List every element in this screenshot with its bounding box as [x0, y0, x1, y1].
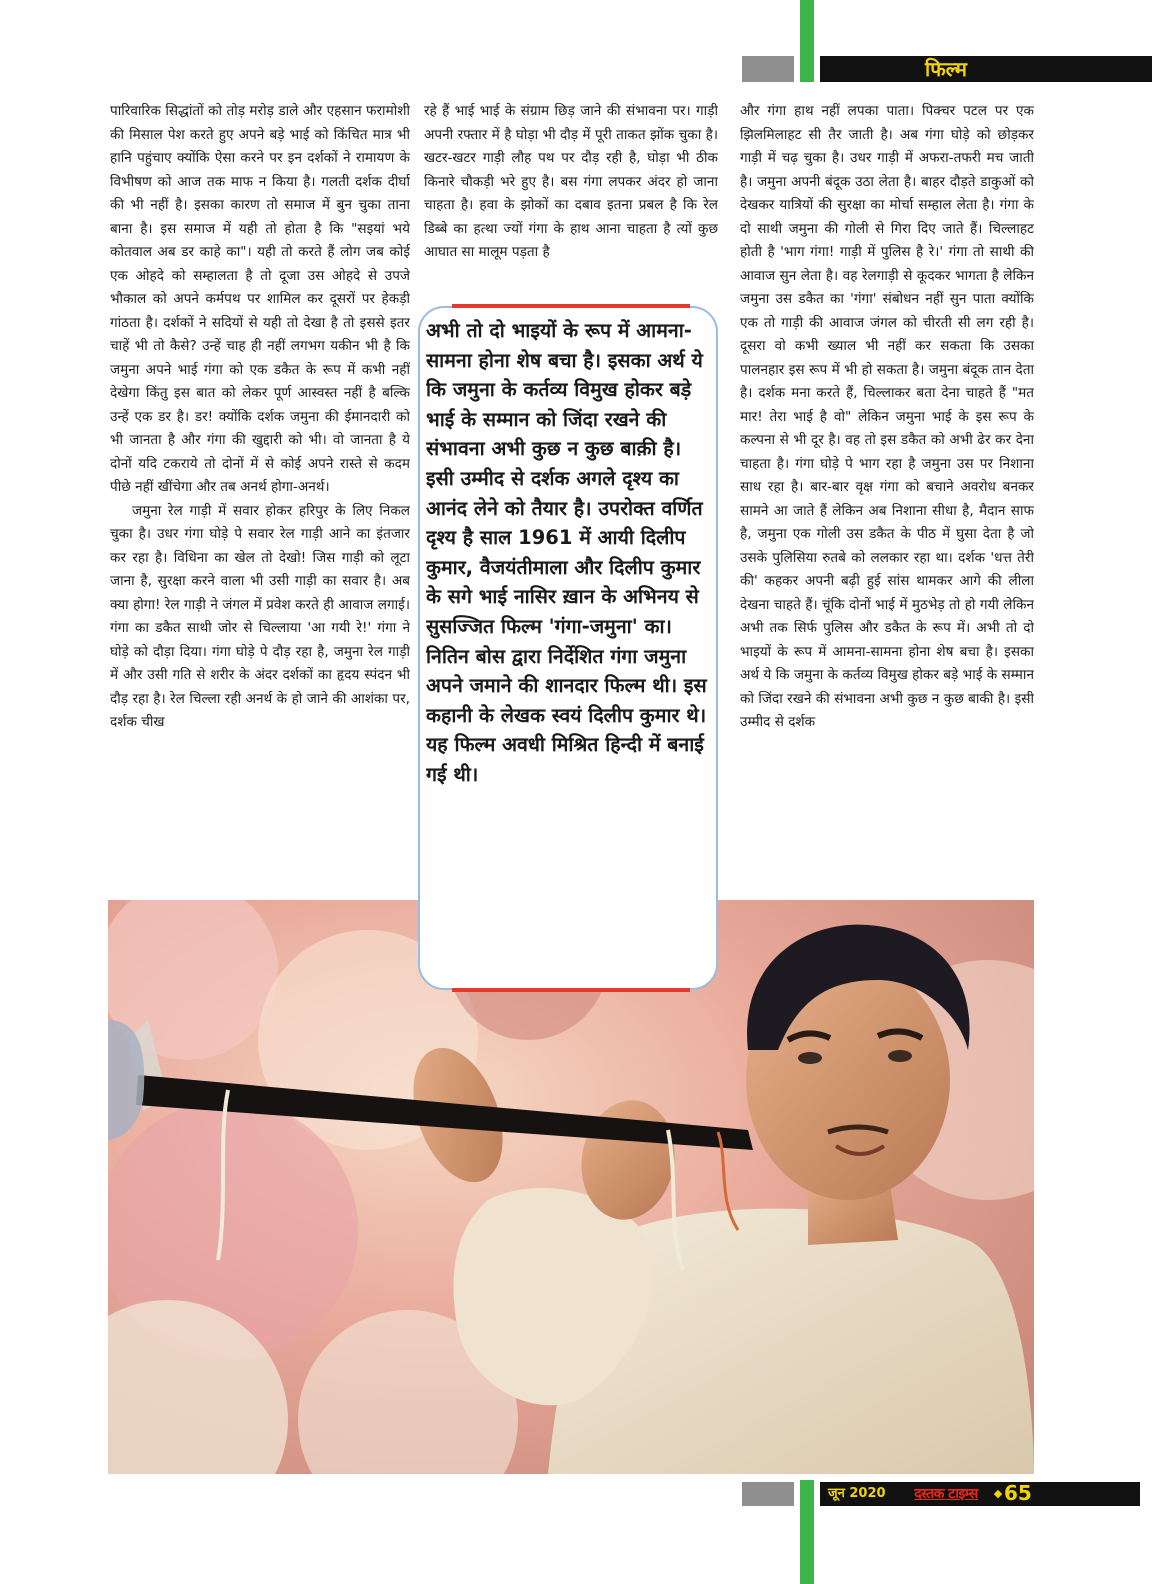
paragraph: और गंगा हाथ नहीं लपका पाता। पिक्चर पटल पर एक झिलमिलाहट सी तैर जाती है। अब गंगा घोड़े को छोड़कर गाड़ी में चढ़ चुका है। उधर गाड़ी में अफरा-तफरी मच जाती है। जमुना अपनी बंदूक उठा लेता है। बाहर दौड़ते डाकुओं को देखकर यात्रियों की सुरक्षा का मोर्चा सम्हाल लेता है। गंगा के दो साथी जमुना की गोली से गिरा दिए जाते हैं। चिल्लाहट होती है 'भाग गंगा! गाड़ी में पुलिस है रे।' गंगा तो साथी की आवाज सुन लेता है। वह रेलगाड़ी से कूदकर भागता है लेकिन जमुना उस डकैत का 'गंगा' संबोधन नहीं सुन पाता क्योंकि एक तो गाड़ी की आवाज जंगल को चीरती सी लग रही है। दूसरा वो कभी ख्याल भी नहीं कर सकता कि उसका पालनहार इस रूप में भी हो सकता है। जमुना बंदूक तान देता है। दर्शक मना करते हैं, चिल्लाकर बता देना चाहते हैं "मत मार! तेरा भाई है वो" लेकिन जमुना भाई के इस रूप के कल्पना से भी दूर है। वह तो इस डकैत को अभी ढेर कर देना चाहता है। गंगा घोड़े पे भाग रहा है जमुना उस पर निशाना साध रहा है। बार-बार वृक्ष गंगा को बचाने अवरोध बनकर सामने आ जाते हैं लेकिन अब निशाना सीधा है, मैदान साफ है, जमुना एक गोली उस डकैत के पीठ में घुसा देता है जो उसके पुलिसिया रुतबे को ललकार रहा था। दर्शक 'धत्त तेरी की' कहकर अपनी बढ़ी हुई सांस थामकर आगे की लीला देखना चाहते हैं। चूंकि दोनों भाई में मुठभेड़ तो हो गयी लेकिन अभी तक सिर्फ पुलिस और डकैत के रूप में। अभी तो दो भाइयों के रूप में आमना-सामना होना शेष बचा है। इसका अर्थ ये कि जमुना के कर्तव्य विमुख होकर बड़े भाई के सम्मान को जिंदा रखने की संभावना अभी कुछ न कुछ बाकी है। इसी उम्मीद से दर्शक [740, 103, 1034, 730]
pull-quote-accent-top [452, 304, 690, 308]
pull-quote-accent-bottom [452, 988, 690, 992]
pull-quote-text: अभी तो दो भाइयों के रूप में आमना-सामना होना शेष बचा है। इसका अर्थ ये कि जमुना के कर्तव्य विमुख होकर बड़े भाई के सम्मान को जिंदा रखने की संभावना अभी कुछ न कुछ बाक़ी है। इसी उम्मीद से दर्शक अगले दृश्य का आनंद लेने को तैयार है। उपरोक्त वर्णित दृश्य है साल 1961 में आयी दिलीप कुमार, वैजयंतीमाला और दिलीप कुमार के सगे भाई नासिर ख़ान के अभिनय से सुसज्जित फिल्म 'गंगा-जमुना' का। नितिन बोस द्वारा निर्देशित गंगा जमुना अपने जमाने की शानदार फिल्म थी। इस कहानी के लेखक स्वयं दिलीप कुमार थे। यह फिल्म अवधी मिश्रित हिन्दी में बनाई गई थी। [426, 319, 707, 786]
text-column-1 [110, 100, 410, 890]
green-rule-top [800, 0, 814, 82]
section-title: फिल्म [925, 57, 967, 81]
paragraph: पारिवारिक सिद्धांतों को तोड़ मरोड़ डाले और एहसान फरामोशी की मिसाल पेश करते हुए अपने बड़े भाई को किंचित मात्र भी हानि पहुंचाए क्योंकि ऐसा करने पर इन दर्शकों ने रामायण के विभीषण को आज तक माफ न किया है। गलती दर्शक दीर्घा की भी नहीं है। इसका कारण तो समाज में बुन चुका ताना बाना है। इस समाज में यही तो होता है कि "सइयां भये कोतवाल अब डर काहे का"। यही तो करते हैं लोग जब कोई एक ओहदे को सम्हालता है तो दूजा उस ओहदे से उपजे भौकाल को अपने कर्मपथ पर शामिल कर दूसरों पर हेकड़ी गांठता है। दर्शकों ने सदियों से यही तो देखा है तो इससे इतर चाहें भी तो कैसे? उन्हें चाह ही नहीं लगभग यकीन भी है कि जमुना अपने भाई गंगा को एक डकैत के रूप में कभी नहीं देखेगा किंतु इस बात को लेकर पूर्ण आस्वस्त नहीं है बल्कि उन्हें एक डर है। डर! क्योंकि दर्शक जमुना की ईमानदारी को भी जानता है और गंगा की खुद्दारी को भी। वो जानता है ये दोनों यदि टकराये तो दोनों में से कोई अपने रास्ते से कदम पीछे नहीं खींचेगा और तब अनर्थ होगा-अनर्थ। [110, 103, 410, 495]
text-column-2 [424, 100, 718, 290]
magazine-logo: दस्तक टाइम्स [914, 1486, 978, 1502]
gray-bar-bottom [742, 1482, 794, 1506]
text-column-3 [740, 100, 1034, 890]
page-number: 65 [1004, 1481, 1032, 1505]
paragraph: जमुना रेल गाड़ी में सवार होकर हरिपुर के लिए निकल चुका है। उधर गंगा घोड़े पे सवार रेल गाड़ी आने का इंतजार कर रहा है। विधिना का खेल तो देखो! जिस गाड़ी को लूटा जाना है, सुरक्षा करने वाला भी उसी गाड़ी का सवार है। अब क्या होगा! रेल गाड़ी ने जंगल में प्रवेश करते ही आवाज लगाई। गंगा का डकैत साथी जोर से चिल्लाया 'आ गयी रे!' गंगा ने घोड़े को दौड़ा दिया। गंगा घोड़े पे दौड़ रहा है, जमुना रेल गाड़ी में और उसी गति से शरीर के अंदर दर्शकों का हृदय स्पंदन भी दौड़ रहा है। रेल चिल्ला रही अनर्थ के हो जाने की आशंका पर, दर्शक चीख [110, 502, 410, 730]
diamond-icon: ◆ [993, 1487, 1003, 1500]
issue-date: जून 2020 [828, 1486, 886, 1501]
paragraph: रहे हैं भाई भाई के संग्राम छिड़ जाने की संभावना पर। गाड़ी अपनी रफ्तार में है घोड़ा भी दौड़ में पूरी ताकत झोंक चुका है। खटर-खटर गाड़ी लौह पथ पर दौड़ रही है, घोड़ा भी ठीक किनारे चौकड़ी भरे हुए है। बस गंगा लपकर अंदर हो जाना चाहता है। हवा के झोकों का दबाव इतना प्रबल है कि रेल डिब्बे का हत्था ज्यों गंगा के हाथ आना चाहता है त्यों कुछ आघात सा मालूम पड़ता है [424, 103, 718, 260]
gray-bar-top [742, 56, 794, 82]
green-rule-bottom [800, 1480, 814, 1584]
